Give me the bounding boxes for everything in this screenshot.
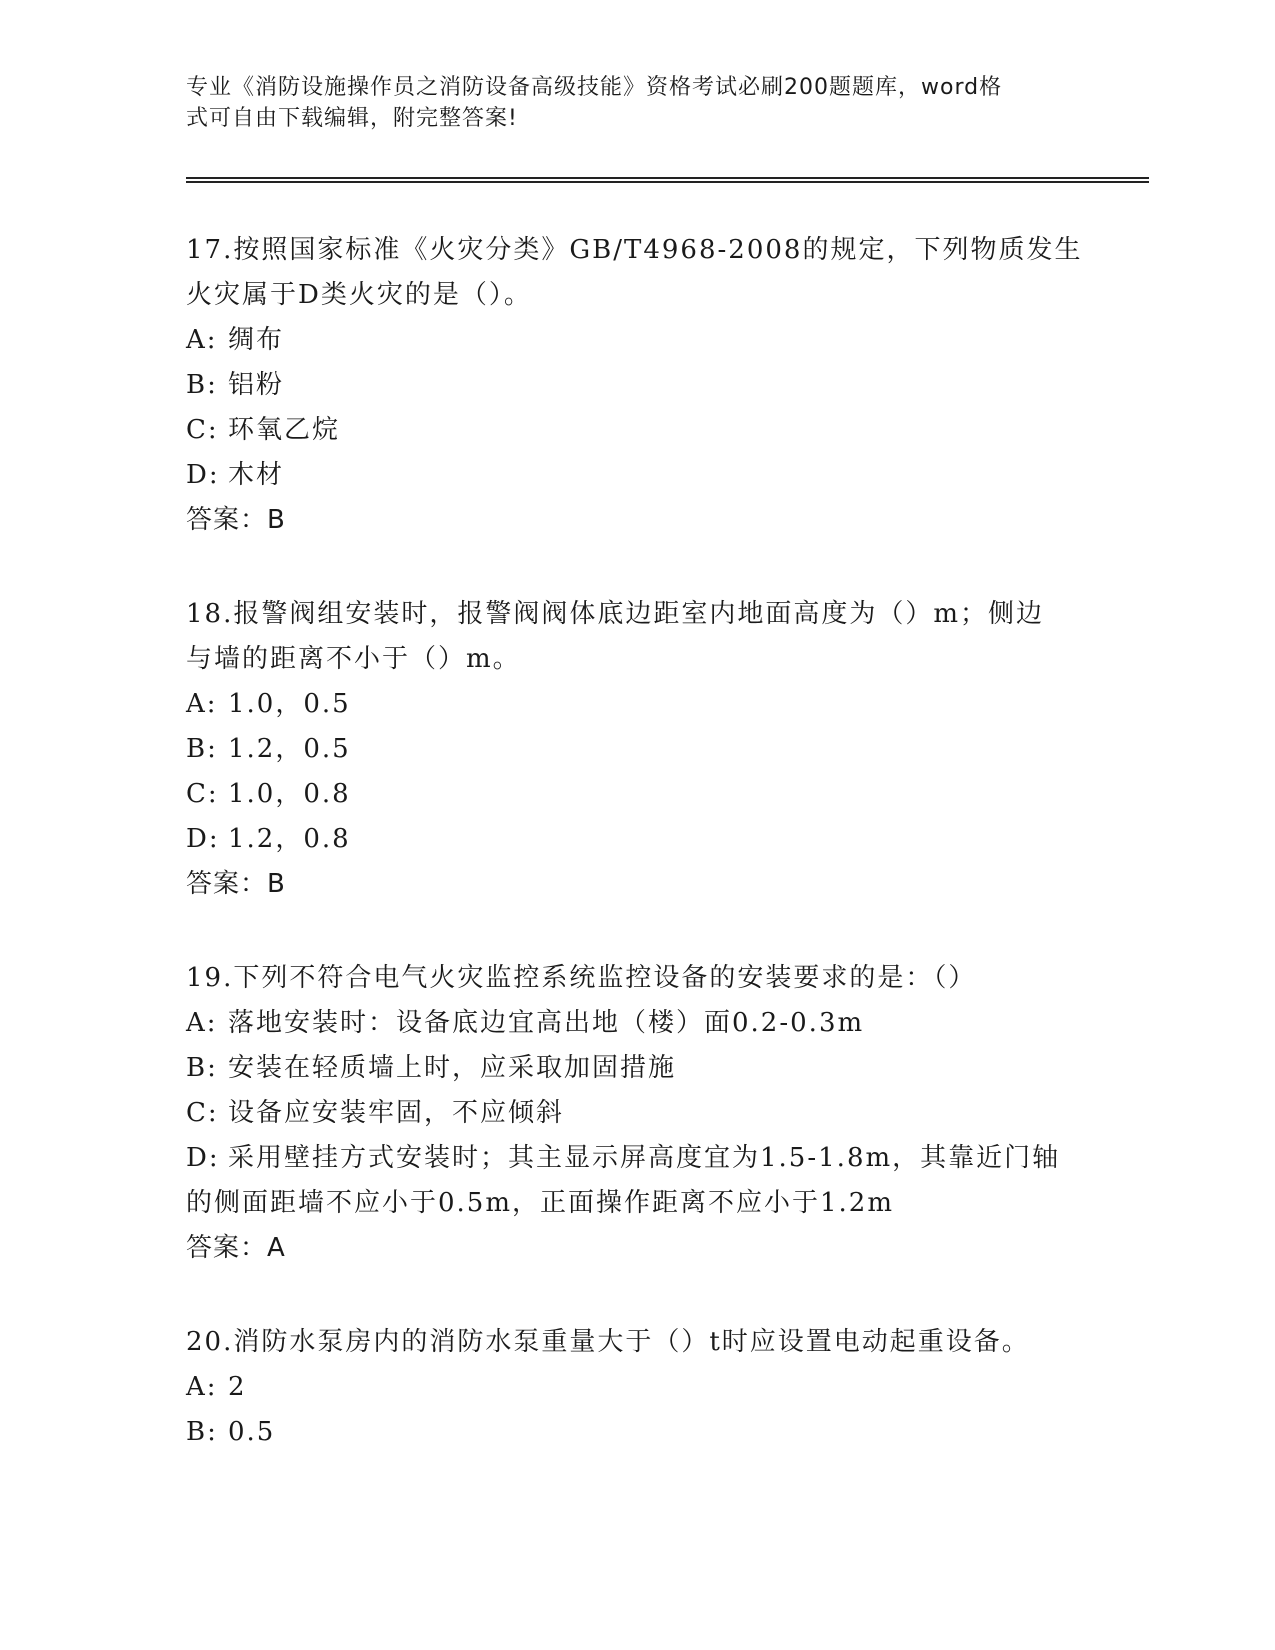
option-letter: D:	[186, 824, 220, 854]
question-stem-line: 20.消防水泵房内的消防水泵重量大于（）t时应设置电动起重设备。	[186, 1327, 1030, 1357]
header-line-2: 式可自由下载编辑，附完整答案!	[186, 106, 518, 131]
option-text: 0.5	[228, 1417, 276, 1447]
option-letter: B:	[186, 734, 218, 764]
header-divider-top	[186, 177, 1149, 179]
answer-line: 答案：A	[186, 1233, 286, 1263]
option-letter: A:	[186, 689, 218, 719]
question-stem-line: 18.报警阀组安装时，报警阀阀体底边距室内地面高度为（）m；侧边	[186, 599, 1045, 629]
option-text: 木材	[228, 460, 285, 490]
option-c	[186, 408, 1086, 453]
header-line-1: 专业《消防设施操作员之消防设备高级技能》资格考试必刷200题题库，word格	[186, 75, 1003, 100]
answer-line: 答案：B	[186, 505, 286, 535]
question-stem-line: 19.下列不符合电气火灾监控系统监控设备的安装要求的是：（）	[186, 963, 977, 993]
header-divider-bottom	[186, 181, 1149, 183]
question-stem-line: 17.按照国家标准《火灾分类》GB/T4968-2008的规定，下列物质发生	[186, 235, 1083, 265]
option-letter: B:	[186, 1053, 218, 1083]
question-stem-line: 与墙的距离不小于（）m。	[186, 644, 521, 674]
option-text: 设备应安装牢固，不应倾斜	[228, 1098, 565, 1128]
option-letter: B:	[186, 1417, 218, 1447]
option-d	[186, 453, 1086, 498]
option-b	[186, 1410, 1086, 1455]
option-a	[186, 1001, 1086, 1046]
option-letter: D:	[186, 460, 220, 490]
question-17	[186, 228, 1086, 543]
option-text: 1.2，0.8	[228, 824, 351, 854]
option-letter: A:	[186, 1372, 218, 1402]
option-b	[186, 363, 1086, 408]
option-a	[186, 318, 1086, 363]
option-text: 采用壁挂方式安装时；其主显示屏高度宜为1.5-1.8m，其靠近门轴	[228, 1143, 1061, 1173]
option-letter: C:	[186, 779, 219, 809]
option-text: 1.2，0.5	[228, 734, 351, 764]
question-18	[186, 592, 1086, 907]
option-b	[186, 1046, 1086, 1091]
option-text: 安装在轻质墙上时，应采取加固措施	[228, 1053, 677, 1083]
option-c	[186, 772, 1086, 817]
option-text: 1.0，0.8	[228, 779, 351, 809]
option-letter: B:	[186, 370, 218, 400]
option-a	[186, 682, 1086, 727]
option-text: 落地安装时：设备底边宜高出地（楼）面0.2-0.3m	[228, 1008, 865, 1038]
option-letter: A:	[186, 1008, 218, 1038]
option-text: 环氧乙烷	[228, 415, 341, 445]
option-text: 1.0，0.5	[228, 689, 351, 719]
option-a	[186, 1365, 1086, 1410]
option-c	[186, 1091, 1086, 1136]
option-b	[186, 727, 1086, 772]
question-19	[186, 956, 1086, 1271]
question-stem-line: 火灾属于D类火灾的是（）。	[186, 280, 532, 310]
option-letter: D:	[186, 1143, 220, 1173]
option-continuation-line: 的侧面距墙不应小于0.5m，正面操作距离不应小于1.2m	[186, 1188, 895, 1218]
option-letter: A:	[186, 325, 218, 355]
question-20	[186, 1320, 1086, 1455]
option-letter: C:	[186, 415, 219, 445]
option-text: 绸布	[228, 325, 285, 355]
document-header	[186, 72, 1066, 134]
option-d	[186, 817, 1086, 862]
option-letter: C:	[186, 1098, 219, 1128]
answer-line: 答案：B	[186, 869, 286, 899]
option-text: 铝粉	[228, 370, 285, 400]
option-text: 2	[228, 1372, 247, 1402]
option-d	[186, 1136, 1086, 1181]
